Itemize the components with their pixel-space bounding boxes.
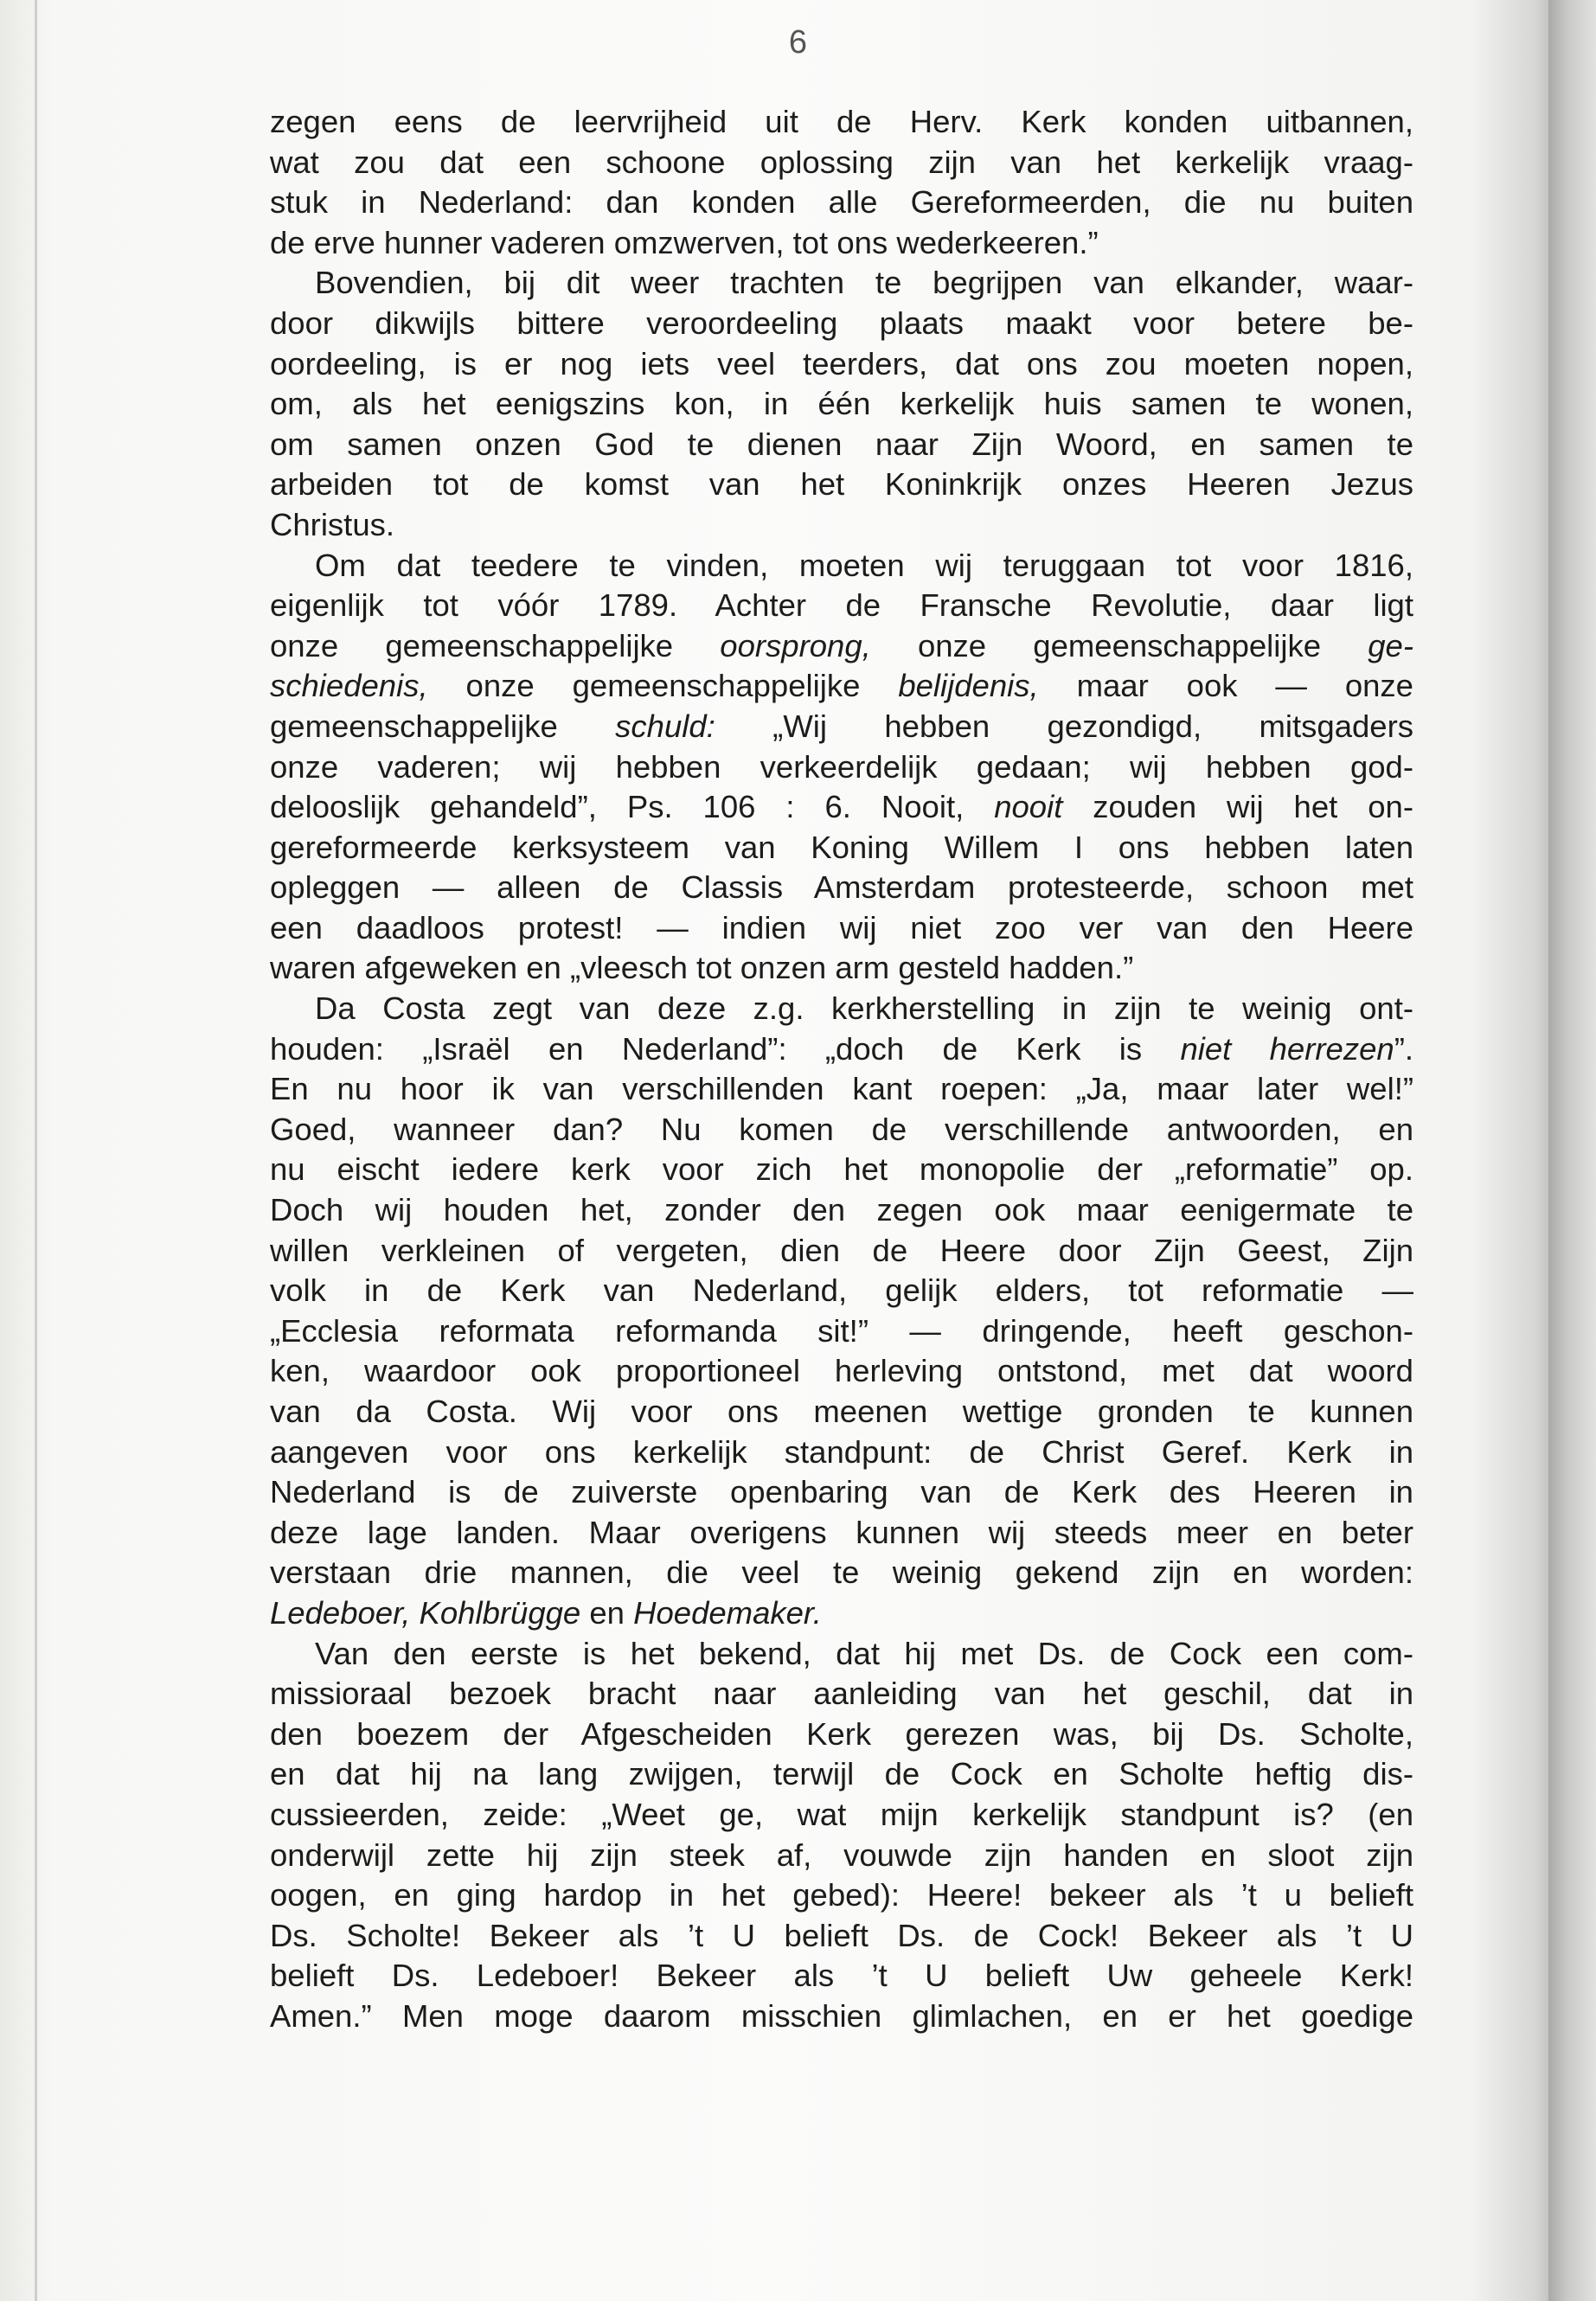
italic-ge: ge- bbox=[1368, 627, 1413, 663]
text-line: verstaan drie mannen, die veel te weinig gekend zijn en worden: bbox=[270, 1554, 1413, 1591]
text-line: ken, waardoor ook proportioneel herleving ontstond, met dat woord bbox=[270, 1353, 1413, 1389]
text-line: Christus. bbox=[270, 506, 395, 542]
text-line: Amen.” Men moge daarom misschien glimlachen, en er het goedige bbox=[270, 1997, 1413, 2034]
italic-schiedenis: schiedenis, bbox=[270, 668, 428, 704]
text-line: Bovendien, bij dit weer trachten te begrijpen van elkander, waar- bbox=[315, 265, 1413, 301]
italic-ledeboer: Ledeboer, Kohlbrügge bbox=[270, 1594, 581, 1631]
text-line: gemeenschappelijke schuld: „Wij hebben gezondigd, mitsgaders bbox=[270, 708, 1414, 744]
text-line: zegen eens de leervrijheid uit de Herv. Kerk konden uitbannen, bbox=[270, 104, 1413, 139]
text-line: missioraal bezoek bracht naar aanleiding van het geschil, dat in bbox=[270, 1676, 1413, 1712]
text-line: oordeeling, is er nog iets veel teerders, dat ons zou moeten nopen, bbox=[270, 345, 1413, 381]
text-line: en dat hij na lang zwijgen, terwijl de Cock en Scholte heftig dis- bbox=[270, 1756, 1413, 1792]
text-line: wat zou dat een schoone oplossing zijn van het kerkelijk vraag- bbox=[270, 144, 1413, 180]
body-text bbox=[270, 102, 1413, 2037]
text-line: van da Costa. Wij voor ons meenen wettige gronden te kunnen bbox=[270, 1394, 1413, 1429]
text-line: Ds. Scholte! Bekeer als ’t U belieft Ds. de Cock! Bekeer als ’t U bbox=[270, 1917, 1413, 1953]
text-line: Om dat teedere te vinden, moeten wij teruggaan tot voor 1816, bbox=[315, 547, 1413, 583]
text-line: waren afgeweken en „vleesch tot onzen arm gesteld hadden.” bbox=[270, 950, 1134, 986]
text-line: oogen, en ging hardop in het gebed): Heere! bekeer als ’t u belieft bbox=[270, 1877, 1413, 1913]
page-edge-left bbox=[35, 0, 37, 2301]
page-edge-shadow bbox=[1548, 0, 1596, 2301]
italic-belijdenis: belijdenis, bbox=[898, 668, 1039, 704]
text-line: eigenlijk tot vóór 1789. Achter de Fransche Revolutie, daar ligt bbox=[270, 587, 1413, 624]
text-line: deze lage landen. Maar overigens kunnen wij steeds meer en beter bbox=[270, 1514, 1413, 1550]
text-line: Goed, wanneer dan? Nu komen de verschillende antwoorden, en bbox=[270, 1111, 1413, 1147]
text-line: om samen onzen God te dienen naar Zijn Woord, en samen te bbox=[270, 426, 1413, 462]
text-line: onderwijl zette hij zijn steek af, vouwde zijn handen en sloot zijn bbox=[270, 1836, 1413, 1873]
italic-schuld: schuld: bbox=[615, 708, 715, 744]
text-line: En nu hoor ik van verschillenden kant roepen: „Ja, maar later wel!” bbox=[270, 1071, 1413, 1107]
text-line: gereformeerde kerksysteem van Koning Willem I ons hebben laten bbox=[270, 829, 1413, 865]
italic-nooit: nooit bbox=[994, 789, 1063, 825]
text-line: stuk in Nederland: dan konden alle Gereformeerden, die nu buiten bbox=[270, 184, 1413, 221]
text-line: onze vaderen; wij hebben verkeerdelijk gedaan; wij hebben god- bbox=[270, 748, 1413, 785]
text-line: den boezem der Afgescheiden Kerk gerezen was, bij Ds. Scholte, bbox=[270, 1715, 1413, 1752]
italic-niet-herrezen: niet herrezen bbox=[1180, 1030, 1394, 1067]
text-line: onze gemeenschappelijke oorsprong, onze gemeenschappelijke ge- bbox=[270, 627, 1413, 663]
text-line: door dikwijls bittere veroordeeling plaats maakt voor betere be- bbox=[270, 304, 1413, 341]
text-line: volk in de Kerk van Nederland, gelijk elders, tot reformatie — bbox=[270, 1272, 1413, 1309]
text-line: Da Costa zegt van deze z.g. kerkherstelling in zijn te weinig ont- bbox=[315, 990, 1413, 1027]
text-line: schiedenis, onze gemeenschappelijke belijdenis, maar ook — onze bbox=[270, 668, 1413, 704]
text-line: cussieerden, zeide: „Weet ge, wat mijn kerkelijk standpunt is? (en bbox=[270, 1796, 1413, 1832]
text-line: de erve hunner vaderen omzwerven, tot ons wederkeeren.” bbox=[270, 224, 1099, 260]
text-line: aangeven voor ons kerkelijk standpunt: de Christ Geref. Kerk in bbox=[270, 1433, 1413, 1470]
text-line: houden: „Israël en Nederland”: „doch de Kerk is niet herrezen”. bbox=[270, 1030, 1413, 1067]
italic-hoedemaker: Hoedemaker. bbox=[633, 1594, 822, 1631]
text-line: om, als het eenigszins kon, in één kerkelijk huis samen te wonen, bbox=[270, 386, 1413, 422]
text-line: Doch wij houden het, zonder den zegen ook maar eenigermate te bbox=[270, 1192, 1413, 1228]
text-line: willen verkleinen of vergeten, dien de Heere door Zijn Geest, Zijn bbox=[270, 1232, 1413, 1268]
text-line: arbeiden tot de komst van het Koninkrijk onzes Heeren Jezus bbox=[270, 466, 1413, 503]
text-line: belieft Ds. Ledeboer! Bekeer als ’t U belieft Uw geheele Kerk! bbox=[270, 1958, 1413, 1994]
page-number: 6 bbox=[788, 24, 808, 61]
text-line: Nederland is de zuiverste openbaring van de Kerk des Heeren in bbox=[270, 1474, 1413, 1510]
text-line: een daadloos protest! — indien wij niet zoo ver van den Heere bbox=[270, 909, 1413, 945]
text-line: nu eischt iedere kerk voor zich het monopolie der „reformatie” op. bbox=[270, 1151, 1413, 1188]
text-line: delooslijk gehandeld”, Ps. 106 : 6. Nooit, nooit zouden wij het on- bbox=[270, 789, 1413, 825]
italic-oorsprong: oorsprong, bbox=[720, 627, 871, 663]
text-line: Van den eerste is het bekend, dat hij met Ds. de Cock een com- bbox=[315, 1635, 1413, 1671]
text-line: Ledeboer, Kohlbrügge en Hoedemaker. bbox=[270, 1594, 822, 1631]
text-line: „Ecclesia reformata reformanda sit!” — dringende, heeft geschon- bbox=[270, 1312, 1413, 1349]
text-line: opleggen — alleen de Classis Amsterdam protesteerde, schoon met bbox=[270, 869, 1413, 906]
